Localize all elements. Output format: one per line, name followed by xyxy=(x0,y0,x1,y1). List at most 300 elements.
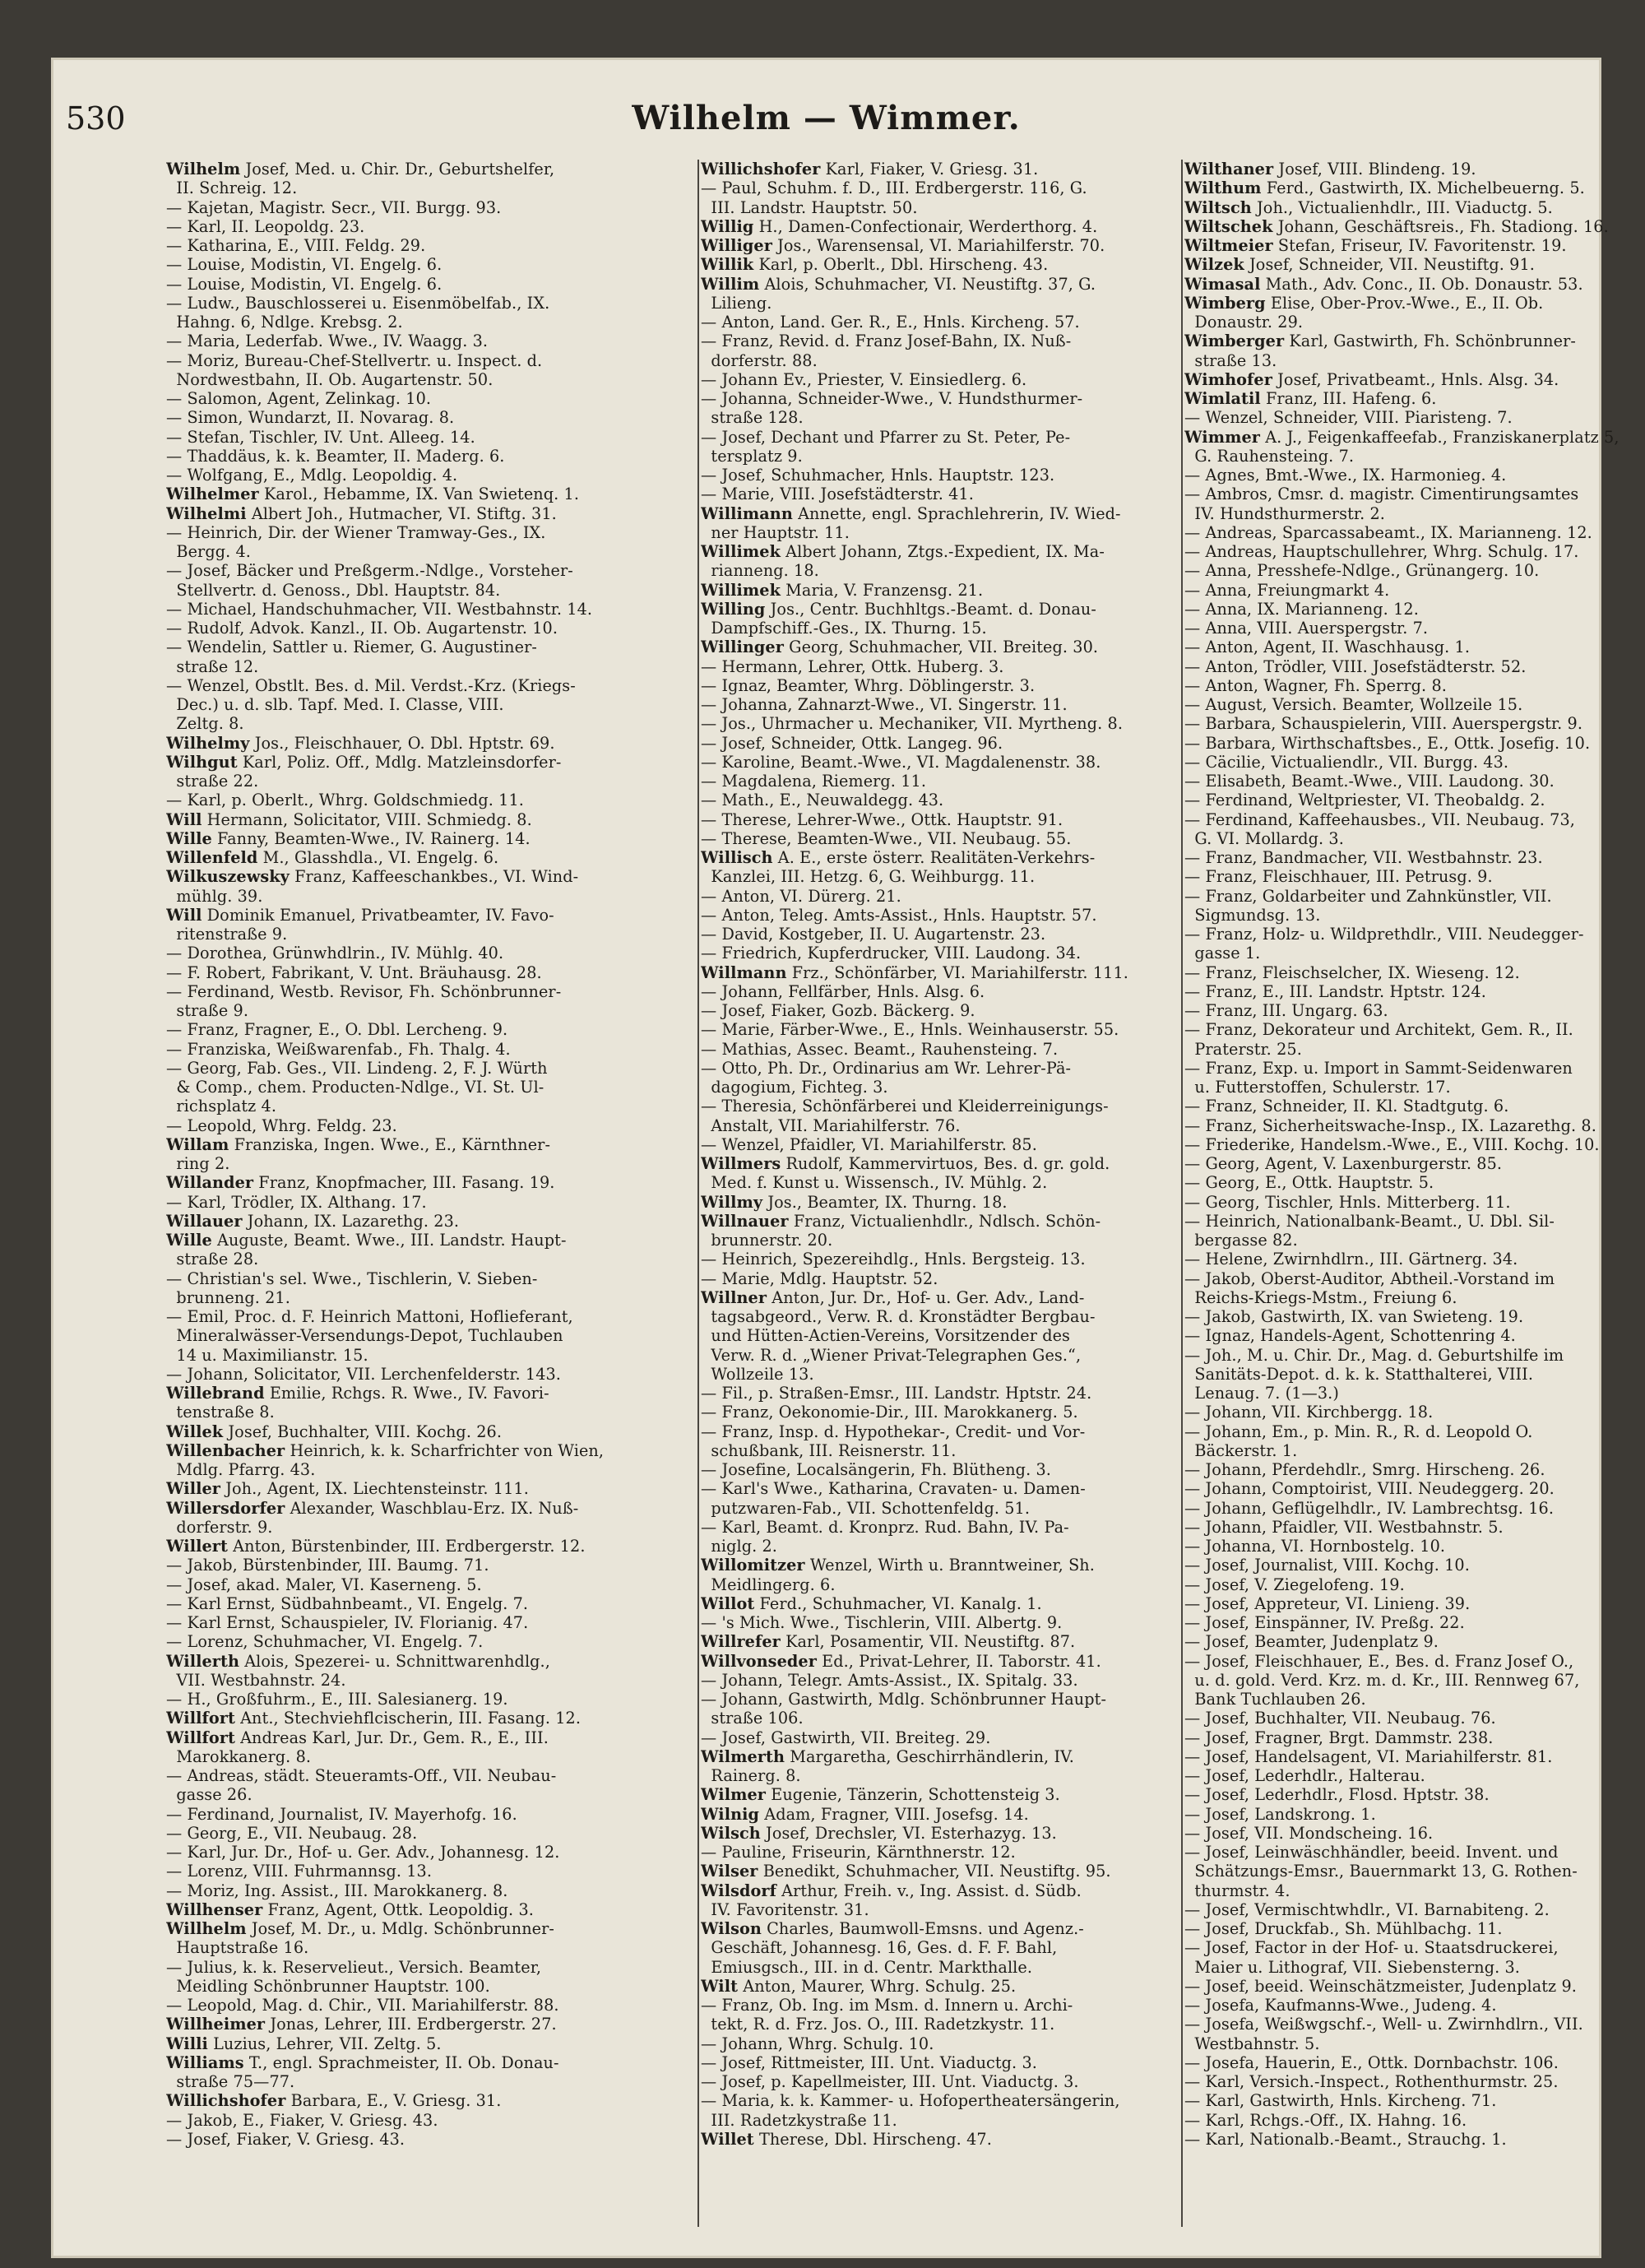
directory-entry: — Josef, Appreteur, VI. Linieng. 39. xyxy=(1184,1593,1471,1613)
directory-entry: — Friederike, Handelsm.-Wwe., E., VIII. Kochg. 10. xyxy=(1184,1134,1600,1154)
directory-entry: tenstraße 8. xyxy=(166,1403,275,1422)
column-1 xyxy=(166,160,693,2227)
directory-entry: & Comp., chem. Producten-Ndlge., VI. St. Ul- xyxy=(166,1078,544,1097)
directory-entry: — Josef, Fragner, Brgt. Dammstr. 238. xyxy=(1184,1728,1494,1747)
directory-entry: — Heinrich, Nationalbank-Beamt., U. Dbl. Sil- xyxy=(1184,1211,1555,1231)
directory-entry: Willhelm Josef, M. Dr., u. Mdlg. Schönbrunner- xyxy=(166,1919,554,1938)
directory-entry: — Joh., M. u. Chir. Dr., Mag. d. Geburtshilfe im xyxy=(1184,1345,1564,1365)
directory-entry: straße 75—77. xyxy=(166,2072,295,2091)
directory-entry: — Josef, Einspänner, IV. Preßg. 22. xyxy=(1184,1613,1465,1632)
directory-entry: Williams T., engl. Sprachmeister, II. Ob. Donau- xyxy=(166,2052,559,2072)
directory-entry: Wilthum Ferd., Gastwirth, IX. Michelbeuerng. 5. xyxy=(1184,179,1585,198)
directory-entry: niglg. 2. xyxy=(701,1537,777,1556)
directory-entry: — Therese, Beamten-Wwe., VII. Neubaug. 55. xyxy=(701,828,1072,848)
directory-entry: — Cäcilie, Victualiendlr., VII. Burgg. 43. xyxy=(1184,752,1509,772)
directory-entry: — Karoline, Beamt.-Wwe., VI. Magdalenenstr. 38. xyxy=(701,752,1101,772)
directory-entry: — Anton, Land. Ger. R., E., Hnls. Kircheng. 57. xyxy=(701,313,1080,332)
directory-entry: — Johann, Whrg. Schulg. 10. xyxy=(701,2034,934,2053)
directory-entry: — Franz, Sicherheitswache-Insp., IX. Lazarethg. 8. xyxy=(1184,1115,1596,1135)
directory-entry: ner Hauptstr. 11. xyxy=(701,522,850,542)
directory-entry: gasse 1. xyxy=(1184,944,1261,963)
directory-entry: — August, Versich. Beamter, Wollzeile 15. xyxy=(1184,695,1523,714)
directory-entry: — Ignaz, Beamter, Whrg. Döblingerstr. 3. xyxy=(701,675,1036,695)
directory-entry: — Franz, Fragner, E., O. Dbl. Lercheng. 9. xyxy=(166,1020,508,1040)
directory-entry: schußbank, III. Reisnerstr. 11. xyxy=(701,1440,957,1460)
directory-entry: — Josef, Schneider, Ottk. Langeg. 96. xyxy=(701,733,1003,753)
directory-entry: Willet Therese, Dbl. Hirscheng. 47. xyxy=(701,2129,992,2149)
directory-entry: — Johann, Geflügelhdlr., IV. Lambrechtsg. 16. xyxy=(1184,1498,1555,1518)
directory-entry: — Math., E., Neuwaldegg. 43. xyxy=(701,791,944,810)
directory-entry: Willing Jos., Centr. Buchhltgs.-Beamt. d. Donau- xyxy=(701,599,1096,619)
directory-entry: — Anton, Wagner, Fh. Sperrg. 8. xyxy=(1184,675,1447,695)
directory-entry: Meidlingerg. 6. xyxy=(701,1575,836,1594)
directory-entry: Willebrand Emilie, Rchgs. R. Wwe., IV. Favori- xyxy=(166,1384,549,1403)
directory-entry: Willenfeld M., Glasshdla., VI. Engelg. 6. xyxy=(166,848,499,867)
directory-entry: Willenbacher Heinrich, k. k. Scharfrichter von Wien, xyxy=(166,1440,605,1460)
directory-entry: — Katharina, E., VIII. Feldg. 29. xyxy=(166,236,426,255)
directory-entry: Wiltschek Johann, Geschäftsreis., Fh. Stadiong. 16. xyxy=(1184,216,1609,236)
directory-entry: — Franz, Holz- u. Wildprethdlr., VIII. Neudegger- xyxy=(1184,925,1584,944)
directory-entry: Verw. R. d. „Wiener Privat-Telegraphen Ges.“, xyxy=(701,1345,1082,1365)
column-divider xyxy=(697,160,699,2227)
column-2 xyxy=(701,160,1179,2227)
directory-entry: — Georg, Agent, V. Laxenburgerstr. 85. xyxy=(1184,1154,1503,1173)
directory-entry: — Ferdinand, Kaffeehausbes., VII. Neubaug. 73, xyxy=(1184,809,1575,829)
directory-entry: — Anna, VIII. Auerspergstr. 7. xyxy=(1184,619,1429,638)
directory-entry: Mdlg. Pfarrg. 43. xyxy=(166,1460,316,1479)
directory-entry: — Julius, k. k. Reservelieut., Versich. Beamter, xyxy=(166,1957,542,1977)
directory-entry: — Johann, Pfaidler, VII. Westbahnstr. 5. xyxy=(1184,1517,1504,1537)
directory-entry: Emiusgsch., III. in d. Centr. Markthalle. xyxy=(701,1957,1033,1977)
directory-entry: Wilthaner Josef, VIII. Blindeng. 19. xyxy=(1184,160,1476,179)
directory-entry: Willisch A. E., erste österr. Realitäten-Verkehrs- xyxy=(701,848,1096,867)
directory-entry: — Ferdinand, Journalist, IV. Mayerhofg. 16. xyxy=(166,1804,517,1824)
directory-entry: — Josefa, Weißwgschf.-, Well- u. Zwirnhdlrn., VII. xyxy=(1184,2015,1583,2034)
directory-entry: — Johann, Telegr. Amts-Assist., IX. Spitalg. 33. xyxy=(701,1670,1078,1690)
directory-entry: — Anton, Trödler, VIII. Josefstädterstr. 52. xyxy=(1184,656,1527,676)
directory-entry: — Marie, Färber-Wwe., E., Hnls. Weinhauserstr. 55. xyxy=(701,1020,1119,1040)
directory-entry: Bergg. 4. xyxy=(166,542,251,561)
directory-entry: — Therese, Lehrer-Wwe., Ottk. Hauptstr. 91. xyxy=(701,809,1063,829)
directory-entry: — Franz, Fleischselcher, IX. Wieseng. 12. xyxy=(1184,962,1520,982)
directory-entry: Wilkuszewsky Franz, Kaffeeschankbes., VI. Wind- xyxy=(166,867,579,887)
directory-entry: Willam Franziska, Ingen. Wwe., E., Kärnthner- xyxy=(166,1134,551,1154)
directory-entry: dorferstr. 88. xyxy=(701,350,818,370)
directory-entry: — Anna, Presshefe-Ndlge., Grünangerg. 10. xyxy=(1184,561,1540,581)
directory-entry: — Franz, Insp. d. Hypothekar-, Credit- und Vor- xyxy=(701,1422,1086,1441)
directory-entry: Willmy Jos., Beamter, IX. Thurng. 18. xyxy=(701,1192,1008,1212)
directory-entry: Willek Josef, Buchhalter, VIII. Kochg. 26. xyxy=(166,1422,503,1441)
directory-entry: — Andreas, Hauptschullehrer, Whrg. Schulg. 17. xyxy=(1184,542,1579,561)
directory-entry: — Hermann, Lehrer, Ottk. Huberg. 3. xyxy=(701,656,1004,676)
directory-entry: — Franz, Exp. u. Import in Sammt-Seidenwaren xyxy=(1184,1058,1573,1078)
directory-entry: Nordwestbahn, II. Ob. Augartenstr. 50. xyxy=(166,369,494,389)
directory-entry: — Leopold, Whrg. Feldg. 23. xyxy=(166,1115,397,1135)
directory-entry: — Johanna, VI. Hornbostelg. 10. xyxy=(1184,1537,1446,1556)
directory-entry: Wilsch Josef, Drechsler, VI. Esterhazyg. 13. xyxy=(701,1823,1057,1843)
directory-entry: — Josef, Fiaker, Gozb. Bäckerg. 9. xyxy=(701,1001,975,1020)
directory-entry: — Paul, Schuhm. f. D., III. Erdbergerstr. 116, G. xyxy=(701,179,1087,198)
directory-entry: — Karl, Trödler, IX. Althang. 17. xyxy=(166,1192,427,1212)
directory-entry: — Karl, Versich.-Inspect., Rothenthurmstr. 25. xyxy=(1184,2072,1559,2091)
directory-entry: II. Schreig. 12. xyxy=(166,179,298,198)
directory-entry: — Josef, Handelsagent, VI. Mariahilferstr. 81. xyxy=(1184,1746,1553,1766)
directory-entry: Wimhofer Josef, Privatbeamt., Hnls. Alsg. 34. xyxy=(1184,369,1559,389)
directory-entry: — Jakob, Gastwirth, IX. van Swieteng. 19. xyxy=(1184,1307,1524,1326)
directory-entry: Lilieng. xyxy=(701,293,772,313)
directory-entry: Kanzlei, III. Hetzg. 6, G. Weihburgg. 11. xyxy=(701,867,1036,887)
directory-entry: — Franz, Revid. d. Franz Josef-Bahn, IX. Nuß- xyxy=(701,332,1072,351)
directory-entry: Schätzungs-Emsr., Bauernmarkt 13, G. Rothen- xyxy=(1184,1862,1578,1881)
directory-entry: Wollzeile 13. xyxy=(701,1364,814,1384)
directory-entry: — Dorothea, Grünwhdlrin., IV. Mühlg. 40. xyxy=(166,944,504,963)
directory-entry: — Ferdinand, Westb. Revisor, Fh. Schönbrunner- xyxy=(166,981,562,1001)
directory-entry: — Mathias, Assec. Beamt., Rauhensteing. 7. xyxy=(701,1039,1059,1059)
directory-entry: Willerth Alois, Spezerei- u. Schnittwarenhdlg., xyxy=(166,1651,550,1671)
directory-entry: Willer Joh., Agent, IX. Liechtensteinstr. 111. xyxy=(166,1479,529,1499)
directory-entry: Wilzek Josef, Schneider, VII. Neustiftg. 91. xyxy=(1184,255,1535,275)
directory-entry: — Franz, Fleischhauer, III. Petrusg. 9. xyxy=(1184,867,1493,887)
directory-entry: — Karl, Rchgs.-Off., IX. Hahng. 16. xyxy=(1184,2110,1467,2130)
directory-entry: — H., Großfuhrm., E., III. Salesianerg. 19. xyxy=(166,1690,508,1709)
directory-entry: — Johann, Em., p. Min. R., R. d. Leopold O. xyxy=(1184,1422,1533,1441)
directory-entry: — Johanna, Zahnarzt-Wwe., VI. Singerstr. 11. xyxy=(701,695,1068,714)
directory-entry: — Jakob, E., Fiaker, V. Griesg. 43. xyxy=(166,2110,438,2130)
directory-entry: — Barbara, Wirthschaftsbes., E., Ottk. Josefig. 10. xyxy=(1184,733,1591,753)
directory-entry: — Moriz, Ing. Assist., III. Marokkanerg. 8. xyxy=(166,1881,508,1900)
directory-entry: — Salomon, Agent, Zelinkag. 10. xyxy=(166,389,432,408)
directory-entry: IV. Favoritenstr. 31. xyxy=(701,1899,869,1919)
directory-entry: Wimberger Karl, Gastwirth, Fh. Schönbrunner- xyxy=(1184,332,1576,351)
directory-entry: Dampfschiff.-Ges., IX. Thurng. 15. xyxy=(701,619,987,638)
directory-entry: — Josef, beeid. Weinschätzmeister, Judenplatz 9. xyxy=(1184,1976,1577,1996)
directory-entry: thurmstr. 4. xyxy=(1184,1881,1291,1900)
directory-entry: — Josef, Rittmeister, III. Unt. Viaductg. 3. xyxy=(701,2052,1037,2072)
directory-entry: — Anna, IX. Marianneng. 12. xyxy=(1184,599,1419,619)
directory-entry: — Johann, Solicitator, VII. Lerchenfelderstr. 143. xyxy=(166,1364,562,1384)
directory-entry: — Fil., p. Straßen-Emsr., III. Landstr. Hptstr. 24. xyxy=(701,1384,1092,1403)
directory-entry: IV. Hundsthurmerstr. 2. xyxy=(1184,503,1385,523)
directory-entry: straße 13. xyxy=(1184,350,1277,370)
directory-entry: Willot Ferd., Schuhmacher, VI. Kanalg. 1. xyxy=(701,1593,1042,1613)
directory-entry: — Josef, Fiaker, V. Griesg. 43. xyxy=(166,2129,405,2149)
directory-entry: straße 28. xyxy=(166,1250,259,1269)
directory-entry: — Anna, Freiungmarkt 4. xyxy=(1184,580,1390,600)
directory-entry: Willig H., Damen-Confectionair, Werderthorg. 4. xyxy=(701,216,1098,236)
directory-entry: — Franz, Dekorateur und Architekt, Gem. R., II. xyxy=(1184,1020,1573,1040)
column-divider xyxy=(1181,160,1183,2227)
directory-entry: Meidling Schönbrunner Hauptstr. 100. xyxy=(166,1976,490,1996)
directory-entry: — Josef, V. Ziegelofeng. 19. xyxy=(1184,1575,1405,1594)
directory-entry: — Franz, E., III. Landstr. Hptstr. 124. xyxy=(1184,981,1486,1001)
directory-entry: Willinger Georg, Schuhmacher, VII. Breiteg. 30. xyxy=(701,638,1099,657)
directory-entry: — Lorenz, VIII. Fuhrmannsg. 13. xyxy=(166,1862,433,1881)
directory-entry: — Karl, Beamt. d. Kronprz. Rud. Bahn, IV. Pa- xyxy=(701,1517,1069,1537)
directory-entry: — Josef, Fleischhauer, E., Bes. d. Franz Josef O., xyxy=(1184,1651,1574,1671)
directory-entry: — Josef, Journalist, VIII. Kochg. 10. xyxy=(1184,1556,1470,1575)
directory-entry: — Karl Ernst, Südbahnbeamt., VI. Engelg. 7. xyxy=(166,1593,529,1613)
directory-entry: — Johann, VII. Kirchbergg. 18. xyxy=(1184,1403,1434,1422)
directory-entry: — Karl, Jur. Dr., Hof- u. Ger. Adv., Johannesg. 12. xyxy=(166,1843,560,1862)
directory-entry: Sigmundsg. 13. xyxy=(1184,905,1321,925)
directory-entry: — Ferdinand, Weltpriester, VI. Theobaldg. 2. xyxy=(1184,791,1545,810)
directory-entry: Wilhelmer Karol., Hebamme, IX. Van Swietenq. 1. xyxy=(166,485,580,504)
directory-entry: — Wenzel, Obstlt. Bes. d. Mil. Verdst.-Krz. (Kriegs- xyxy=(166,675,576,695)
directory-entry: — Josef, Bäcker und Preßgerm.-Ndlge., Vorsteher- xyxy=(166,561,573,581)
directory-entry: dorferstr. 9. xyxy=(166,1517,273,1537)
directory-entry: Dec.) u. d. slb. Tapf. Med. I. Classe, VIII. xyxy=(166,695,504,714)
directory-entry: Willhenser Franz, Agent, Ottk. Leopoldig. 3. xyxy=(166,1899,534,1919)
directory-entry: — Agnes, Bmt.-Wwe., IX. Harmonieg. 4. xyxy=(1184,466,1507,485)
directory-entry: brunneng. 21. xyxy=(166,1287,290,1307)
directory-entry: Wimberg Elise, Ober-Prov.-Wwe., E., II. Ob. xyxy=(1184,293,1544,313)
directory-entry: — Johann, Gastwirth, Mdlg. Schönbrunner Haupt- xyxy=(701,1690,1107,1709)
directory-entry: — David, Kostgeber, II. U. Augartenstr. 23. xyxy=(701,925,1046,944)
directory-entry: — Josef, Schuhmacher, Hnls. Hauptstr. 123. xyxy=(701,466,1055,485)
directory-entry: mühlg. 39. xyxy=(166,886,263,906)
directory-entry: 14 u. Maximilianstr. 15. xyxy=(166,1345,368,1365)
directory-entry: — Franz, Goldarbeiter und Zahnkünstler, VII. xyxy=(1184,886,1552,906)
directory-entry: rianneng. 18. xyxy=(701,561,819,581)
directory-entry: — Josefa, Kaufmanns-Wwe., Judeng. 4. xyxy=(1184,1996,1497,2015)
directory-entry: Lenaug. 7. (1—3.) xyxy=(1184,1384,1339,1403)
directory-entry: — Barbara, Schauspielerin, VIII. Auerspergstr. 9. xyxy=(1184,714,1583,734)
directory-entry: Wilhgut Karl, Poliz. Off., Mdlg. Matzleinsdorfer- xyxy=(166,752,562,772)
directory-entry: bergasse 82. xyxy=(1184,1231,1298,1250)
directory-entry: — Ignaz, Handels-Agent, Schottenring 4. xyxy=(1184,1326,1516,1346)
directory-entry: Rainerg. 8. xyxy=(701,1766,801,1785)
directory-entry: — Marie, VIII. Josefstädterstr. 41. xyxy=(701,485,974,504)
directory-entry: Willnauer Franz, Victualienhdlr., Ndlsch. Schön- xyxy=(701,1211,1101,1231)
directory-entry: — Ludw., Bauschlosserei u. Eisenmöbelfab., IX. xyxy=(166,293,550,313)
directory-entry: Willner Anton, Jur. Dr., Hof- u. Ger. Adv., Land- xyxy=(701,1287,1085,1307)
directory-entry: — Louise, Modistin, VI. Engelg. 6. xyxy=(166,255,443,275)
directory-entry: — Maria, k. k. Kammer- u. Hofopertheatersängerin, xyxy=(701,2091,1120,2111)
directory-entry: Wilhelmi Albert Joh., Hutmacher, VI. Stiftg. 31. xyxy=(166,503,557,523)
directory-entry: — Josefine, Localsängerin, Fh. Blütheng. 3. xyxy=(701,1460,1051,1479)
directory-entry: Reichs-Kriegs-Mstm., Freiung 6. xyxy=(1184,1287,1457,1307)
directory-entry: — Maria, Lederfab. Wwe., IV. Waagg. 3. xyxy=(166,332,489,351)
directory-entry: straße 9. xyxy=(166,1001,249,1020)
directory-entry: gasse 26. xyxy=(166,1785,253,1805)
directory-entry: Marokkanerg. 8. xyxy=(166,1746,312,1766)
directory-entry: Anstalt, VII. Mariahilferstr. 76. xyxy=(701,1115,961,1135)
directory-entry: Willersdorfer Alexander, Waschblau-Erz. IX. Nuß- xyxy=(166,1498,579,1518)
directory-entry: straße 106. xyxy=(701,1709,804,1728)
directory-entry: Willimek Albert Johann, Ztgs.-Expedient, IX. Ma- xyxy=(701,542,1105,561)
directory-entry: Wilser Benedikt, Schuhmacher, VII. Neustiftg. 95. xyxy=(701,1862,1111,1881)
directory-entry: Bank Tuchlauben 26. xyxy=(1184,1690,1366,1709)
directory-entry: — Leopold, Mag. d. Chir., VII. Mariahilferstr. 88. xyxy=(166,1996,559,2015)
directory-entry: — Lorenz, Schuhmacher, VI. Engelg. 7. xyxy=(166,1632,484,1652)
directory-entry: Willauer Johann, IX. Lazarethg. 23. xyxy=(166,1211,460,1231)
directory-entry: — Josef, VII. Mondscheing. 16. xyxy=(1184,1823,1434,1843)
directory-entry: Wilhelmy Jos., Fleischhauer, O. Dbl. Hptstr. 69. xyxy=(166,733,555,753)
directory-entry: straße 128. xyxy=(701,408,804,428)
directory-entry: Bäckerstr. 1. xyxy=(1184,1440,1298,1460)
directory-entry: straße 22. xyxy=(166,772,259,791)
directory-entry: Praterstr. 25. xyxy=(1184,1039,1302,1059)
directory-entry: Willmers Rudolf, Kammervirtuos, Bes. d. gr. gold. xyxy=(701,1154,1110,1173)
directory-entry: — Ambros, Cmsr. d. magistr. Cimentirungsamtes xyxy=(1184,485,1579,504)
directory-entry: richsplatz 4. xyxy=(166,1097,277,1116)
directory-entry: G. Rauhensteing. 7. xyxy=(1184,446,1355,466)
directory-entry: Wilsdorf Arthur, Freih. v., Ing. Assist. d. Südb. xyxy=(701,1881,1082,1900)
directory-entry: Wimmer A. J., Feigenkaffeefab., Franziskanerplatz 5, xyxy=(1184,427,1620,447)
directory-entry: — Thaddäus, k. k. Beamter, II. Maderg. 6. xyxy=(166,446,505,466)
directory-entry: — F. Robert, Fabrikant, V. Unt. Bräuhausg. 28. xyxy=(166,962,542,982)
page-title: Wilhelm — Wimmer. xyxy=(632,99,1021,137)
directory-entry: Maier u. Lithograf, VII. Siebensterng. 3. xyxy=(1184,1957,1520,1977)
directory-entry: ring 2. xyxy=(166,1154,230,1173)
directory-entry: — Franz, Ob. Ing. im Msm. d. Innern u. Archi- xyxy=(701,1996,1073,2015)
directory-entry: — Franz, Schneider, II. Kl. Stadtgutg. 6. xyxy=(1184,1097,1509,1116)
directory-entry: — Georg, Tischler, Hnls. Mitterberg. 11. xyxy=(1184,1192,1511,1212)
directory-entry: — Karl, Nationalb.-Beamt., Strauchg. 1. xyxy=(1184,2129,1507,2149)
directory-entry: — Johanna, Schneider-Wwe., V. Hundsthurmer- xyxy=(701,389,1083,408)
directory-entry: — Heinrich, Dir. der Wiener Tramway-Ges., IX. xyxy=(166,522,546,542)
directory-entry: Willichshofer Karl, Fiaker, V. Griesg. 31. xyxy=(701,160,1039,179)
directory-entry: tekt, R. d. Frz. Jos. O., III. Radetzkystr. 11. xyxy=(701,2015,1055,2034)
directory-entry: — Jakob, Bürstenbinder, III. Baumg. 71. xyxy=(166,1556,489,1575)
directory-entry: — Josef, Lederhdlr., Flosd. Hptstr. 38. xyxy=(1184,1785,1490,1805)
directory-entry: Wille Auguste, Beamt. Wwe., III. Landstr. Haupt- xyxy=(166,1231,567,1250)
directory-entry: — Rudolf, Advok. Kanzl., II. Ob. Augartenstr. 10. xyxy=(166,619,558,638)
directory-entry: Willander Franz, Knopfmacher, III. Fasang. 19. xyxy=(166,1173,555,1193)
directory-entry: Willrefer Karl, Posamentir, VII. Neustiftg. 87. xyxy=(701,1632,1076,1652)
directory-entry: straße 12. xyxy=(166,656,259,676)
directory-entry: — Wendelin, Sattler u. Riemer, G. Augustiner- xyxy=(166,638,537,657)
directory-entry: Wilmer Eugenie, Tänzerin, Schottensteig 3. xyxy=(701,1785,1060,1805)
directory-entry: — Georg, E., VII. Neubaug. 28. xyxy=(166,1823,418,1843)
directory-entry: — Helene, Zwirnhdlrn., III. Gärtnerg. 34. xyxy=(1184,1250,1518,1269)
directory-entry: G. VI. Mollardg. 3. xyxy=(1184,828,1344,848)
directory-entry: — Josef, Druckfab., Sh. Mühlbachg. 11. xyxy=(1184,1919,1503,1938)
directory-entry: — Franz, Oekonomie-Dir., III. Marokkanerg. 5. xyxy=(701,1403,1078,1422)
directory-entry: u. Futterstoffen, Schulerstr. 17. xyxy=(1184,1078,1451,1097)
directory-page xyxy=(51,58,1620,2258)
directory-entry: Willimek Maria, V. Franzensg. 21. xyxy=(701,580,984,600)
directory-entry: Sanitäts-Depot. d. k. k. Statthalterei, VIII. xyxy=(1184,1364,1534,1384)
directory-entry: — Wenzel, Schneider, VIII. Piaristeng. 7. xyxy=(1184,408,1513,428)
page-number: 530 xyxy=(66,100,126,137)
column-3 xyxy=(1184,160,1645,2227)
directory-entry: Willi Luzius, Lehrer, VII. Zeltg. 5. xyxy=(166,2034,442,2053)
directory-entry: — Michael, Handschuhmacher, VII. Westbahnstr. 14. xyxy=(166,599,593,619)
directory-entry: Wimasal Math., Adv. Conc., II. Ob. Donaustr. 53. xyxy=(1184,274,1583,294)
directory-entry: — Anton, Teleg. Amts-Assist., Hnls. Hauptstr. 57. xyxy=(701,905,1097,925)
directory-entry: brunnerstr. 20. xyxy=(701,1231,833,1250)
directory-entry: — Georg, Fab. Ges., VII. Lindeng. 2, F. J. Würth xyxy=(166,1058,548,1078)
directory-entry: — Karl's Wwe., Katharina, Cravaten- u. Damen- xyxy=(701,1479,1086,1499)
directory-entry: — Josef, Landskrong. 1. xyxy=(1184,1804,1376,1824)
directory-entry: — 's Mich. Wwe., Tischlerin, VIII. Albertg. 9. xyxy=(701,1613,1063,1632)
directory-entry: Willmann Frz., Schönfärber, VI. Mariahilferstr. 111. xyxy=(701,962,1128,982)
directory-entry: — Josef, Factor in der Hof- u. Staatsdruckerei, xyxy=(1184,1938,1559,1958)
directory-entry: u. d. gold. Verd. Krz. m. d. Kr., III. Rennweg 67, xyxy=(1184,1670,1580,1690)
directory-entry: Geschäft, Johannesg. 16, Ges. d. F. F. Bahl, xyxy=(701,1938,1058,1958)
directory-entry: VII. Westbahnstr. 24. xyxy=(166,1670,346,1690)
directory-entry: — Karl, II. Leopoldg. 23. xyxy=(166,216,365,236)
directory-entry: — Wenzel, Pfaidler, VI. Mariahilferstr. 85. xyxy=(701,1134,1037,1154)
directory-entry: Willheimer Jonas, Lehrer, III. Erdbergerstr. 27. xyxy=(166,2015,557,2034)
directory-entry: Willert Anton, Bürstenbinder, III. Erdbergerstr. 12. xyxy=(166,1537,586,1556)
directory-entry: tersplatz 9. xyxy=(701,446,803,466)
directory-entry: und Hütten-Actien-Vereins, Vorsitzender des xyxy=(701,1326,1070,1346)
directory-entry: — Josef, akad. Maler, VI. Kaserneng. 5. xyxy=(166,1575,482,1594)
directory-entry: tagsabgeord., Verw. R. d. Kronstädter Bergbau- xyxy=(701,1307,1096,1326)
directory-entry: — Anton, VI. Dürerg. 21. xyxy=(701,886,901,906)
directory-entry: — Johann, Pferdehdlr., Smrg. Hirscheng. 26. xyxy=(1184,1460,1545,1479)
directory-entry: — Karl Ernst, Schauspieler, IV. Florianig. 47. xyxy=(166,1613,529,1632)
directory-entry: III. Radetzkystraße 11. xyxy=(701,2110,897,2130)
directory-entry: — Magdalena, Riemerg. 11. xyxy=(701,772,927,791)
directory-entry: — Moriz, Bureau-Chef-Stellvertr. u. Inspect. d. xyxy=(166,350,543,370)
directory-entry: — Kajetan, Magistr. Secr., VII. Burgg. 93. xyxy=(166,197,502,217)
directory-entry: Donaustr. 29. xyxy=(1184,313,1304,332)
directory-entry: — Jos., Uhrmacher u. Mechaniker, VII. Myrtheng. 8. xyxy=(701,714,1124,734)
directory-entry: Hauptstraße 16. xyxy=(166,1938,309,1958)
directory-entry: Stellvertr. d. Genoss., Dbl. Hauptstr. 84. xyxy=(166,580,501,600)
directory-entry: — Jakob, Oberst-Auditor, Abtheil.-Vorstand im xyxy=(1184,1269,1555,1288)
directory-entry: Westbahnstr. 5. xyxy=(1184,2034,1320,2053)
directory-entry: — Franziska, Weißwarenfab., Fh. Thalg. 4. xyxy=(166,1039,511,1059)
directory-entry: Wiltmeier Stefan, Friseur, IV. Favoritenstr. 19. xyxy=(1184,236,1567,255)
page-header xyxy=(51,92,1601,158)
directory-entry: Willichshofer Barbara, E., V. Griesg. 31. xyxy=(166,2091,502,2111)
directory-entry: — Emil, Proc. d. F. Heinrich Mattoni, Hoflieferant, xyxy=(166,1307,573,1326)
directory-entry: — Josef, Vermischtwhdlr., VI. Barnabiteng. 2. xyxy=(1184,1899,1550,1919)
directory-entry: — Heinrich, Spezereihdlg., Hnls. Bergsteig. 13. xyxy=(701,1250,1086,1269)
directory-entry: — Wolfgang, E., Mdlg. Leopoldig. 4. xyxy=(166,466,458,485)
directory-entry: Wilmerth Margaretha, Geschirrhändlerin, IV. xyxy=(701,1746,1074,1766)
directory-entry: — Johann Ev., Priester, V. Einsiedlerg. 6. xyxy=(701,369,1027,389)
directory-entry: — Josef, Beamter, Judenplatz 9. xyxy=(1184,1632,1439,1652)
directory-entry: ritenstraße 9. xyxy=(166,925,288,944)
directory-entry: Williger Jos., Warensensal, VI. Mariahilferstr. 70. xyxy=(701,236,1105,255)
directory-entry: — Marie, Mdlg. Hauptstr. 52. xyxy=(701,1269,938,1288)
directory-entry: Hahng. 6, Ndlge. Krebsg. 2. xyxy=(166,313,403,332)
directory-entry: — Andreas, städt. Steueramts-Off., VII. Neubau- xyxy=(166,1766,557,1785)
directory-entry: Will Dominik Emanuel, Privatbeamter, IV. Favo- xyxy=(166,905,554,925)
directory-entry: — Karl, p. Oberlt., Whrg. Goldschmiedg. 11. xyxy=(166,791,524,810)
directory-entry: Willvonseder Ed., Privat-Lehrer, II. Taborstr. 41. xyxy=(701,1651,1101,1671)
directory-entry: Willomitzer Wenzel, Wirth u. Branntweiner, Sh. xyxy=(701,1556,1095,1575)
directory-entry: — Theresia, Schönfärberei und Kleiderreinigungs- xyxy=(701,1097,1109,1116)
directory-entry: Med. f. Kunst u. Wissensch., IV. Mühlg. 2. xyxy=(701,1173,1048,1193)
directory-entry: — Andreas, Sparcassabeamt., IX. Marianneng. 12. xyxy=(1184,522,1592,542)
directory-entry: — Josef, Leinwäschhändler, beeid. Invent. und xyxy=(1184,1843,1559,1862)
directory-entry: Willfort Andreas Karl, Jur. Dr., Gem. R., E., III. xyxy=(166,1728,549,1747)
directory-entry: — Georg, E., Ottk. Hauptstr. 5. xyxy=(1184,1173,1434,1193)
directory-entry: — Johann, Fellfärber, Hnls. Alsg. 6. xyxy=(701,981,985,1001)
directory-entry: Zeltg. 8. xyxy=(166,714,244,734)
directory-entry: — Pauline, Friseurin, Kärnthnerstr. 12. xyxy=(701,1843,1016,1862)
directory-entry: Wilhelm Josef, Med. u. Chir. Dr., Geburtshelfer, xyxy=(166,160,555,179)
directory-entry: — Louise, Modistin, VI. Engelg. 6. xyxy=(166,274,443,294)
directory-entry: Wiltsch Joh., Victualienhdlr., III. Viaductg. 5. xyxy=(1184,197,1553,217)
directory-entry: dagogium, Fichteg. 3. xyxy=(701,1078,888,1097)
directory-entry: — Johann, Comptoirist, VIII. Neudeggerg. 20. xyxy=(1184,1479,1555,1499)
directory-entry: — Josef, Dechant und Pfarrer zu St. Peter, Pe- xyxy=(701,427,1071,447)
directory-entry: Willik Karl, p. Oberlt., Dbl. Hirscheng. 43. xyxy=(701,255,1049,275)
directory-entry: — Anton, Agent, II. Waschhausg. 1. xyxy=(1184,638,1471,657)
directory-entry: Wilson Charles, Baumwoll-Emsns. und Agenz.- xyxy=(701,1919,1084,1938)
directory-entry: — Josef, Gastwirth, VII. Breiteg. 29. xyxy=(701,1728,991,1747)
directory-entry: — Stefan, Tischler, IV. Unt. Alleeg. 14. xyxy=(166,427,475,447)
directory-entry: putzwaren-Fab., VII. Schottenfeldg. 51. xyxy=(701,1498,1031,1518)
directory-entry: — Josef, p. Kapellmeister, III. Unt. Viaductg. 3. xyxy=(701,2072,1079,2091)
